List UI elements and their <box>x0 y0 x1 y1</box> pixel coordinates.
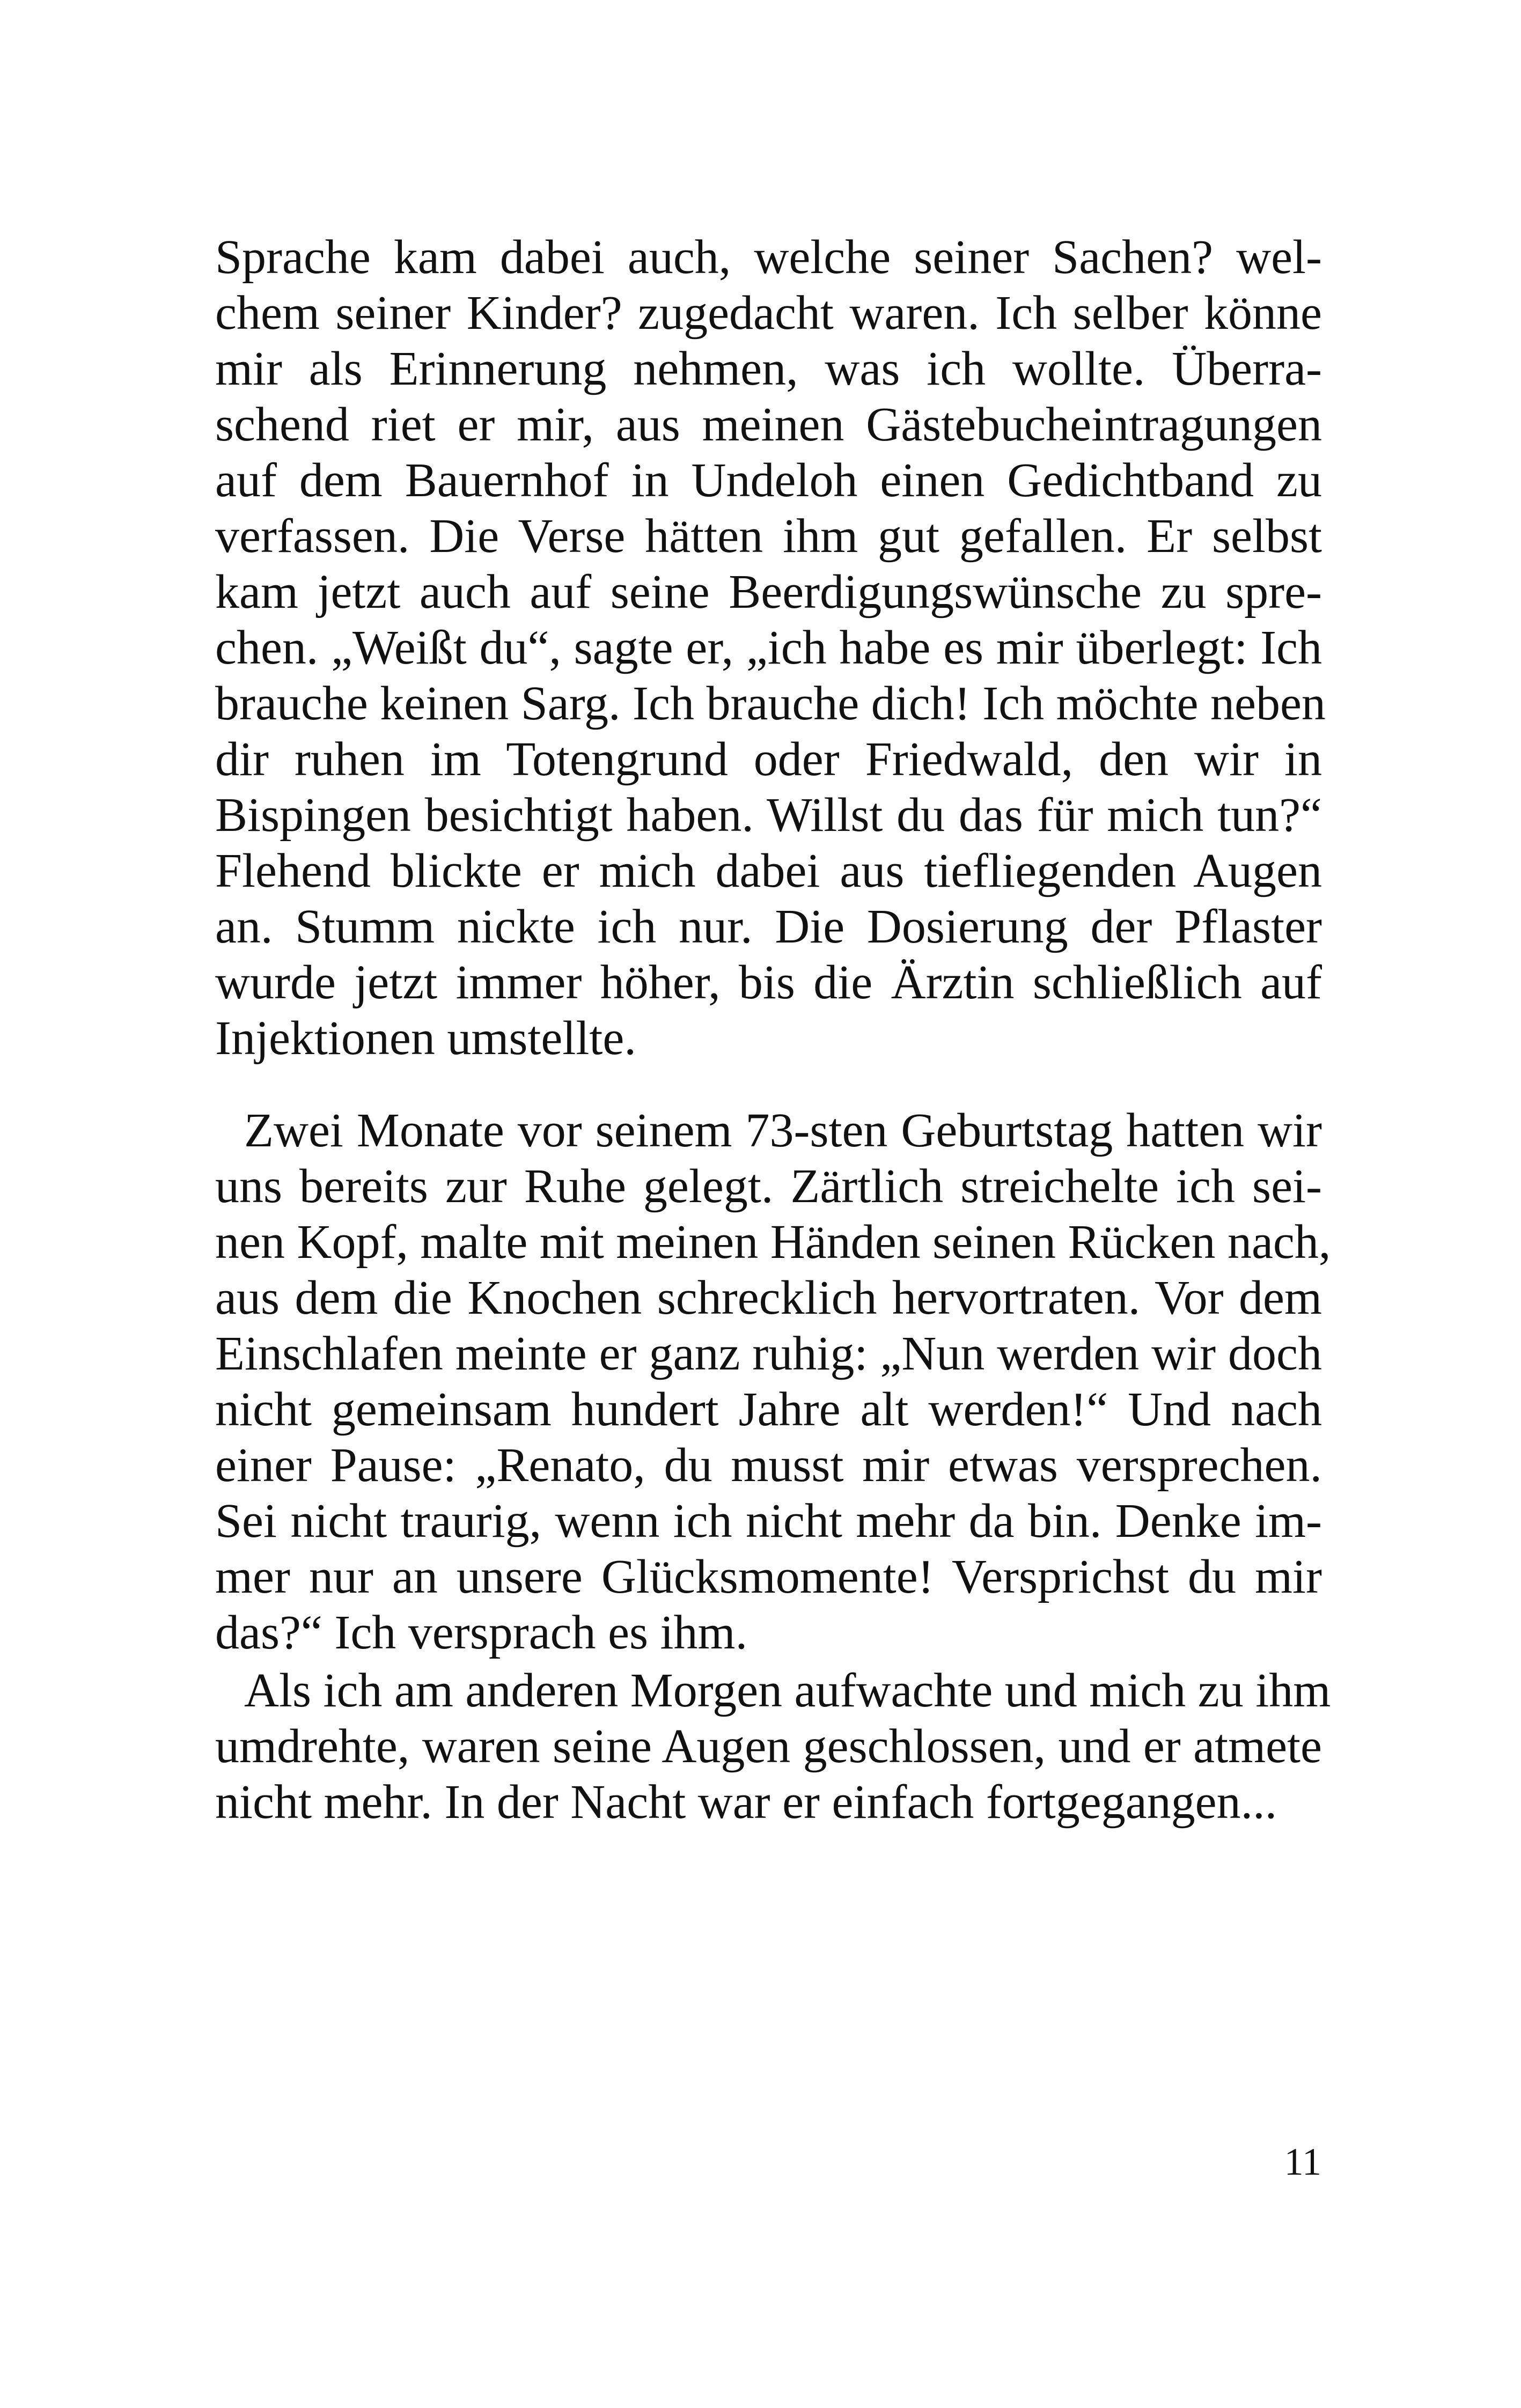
text-line: verfassen. Die Verse hätten ihm gut gefallen. Er selbst <box>215 510 1322 563</box>
paragraph-3 <box>215 1663 1331 1830</box>
text-line: chem seiner Kinder? zugedacht waren. Ich selber könne <box>215 286 1322 340</box>
text-line: chen. „Weißt du“, sagte er, „ich habe es mir überlegt: Ich <box>215 621 1322 674</box>
text-line: Zwei Monate vor seinem 73-sten Geburtstag hatten wir <box>244 1104 1322 1157</box>
text-line: auf dem Bauernhof in Undeloh einen Gedichtband zu <box>215 454 1322 507</box>
text-line: Sprache kam dabei auch, welche seiner Sachen? wel- <box>215 231 1322 284</box>
text-line: mer nur an unsere Glücksmomente! Versprichst du mir <box>215 1550 1322 1603</box>
page-number: 11 <box>1284 2140 1321 2183</box>
text-line: schend riet er mir, aus meinen Gästebucheintragungen <box>215 398 1322 451</box>
text-line: wurde jetzt immer höher, bis die Ärztin schließlich auf <box>215 956 1322 1009</box>
text-line: das?“ Ich versprach es ihm. <box>215 1606 748 1659</box>
paragraph-2 <box>215 1103 1331 1661</box>
text-line: Als ich am anderen Morgen aufwachte und mich zu ihm <box>244 1664 1331 1717</box>
text-line: umdrehte, waren seine Augen geschlossen, und er atmete <box>215 1720 1322 1773</box>
text-line: aus dem die Knochen schrecklich hervortraten. Vor dem <box>215 1271 1322 1324</box>
text-line: uns bereits zur Ruhe gelegt. Zärtlich streichelte ich sei- <box>215 1160 1322 1213</box>
text-line: Bispingen besichtigt haben. Willst du das für mich tun?“ <box>215 789 1322 842</box>
text-line: Flehend blickte er mich dabei aus tiefliegenden Augen <box>215 844 1322 897</box>
text-line: nen Kopf, malte mit meinen Händen seinen Rücken nach, <box>215 1216 1331 1269</box>
text-line: an. Stumm nickte ich nur. Die Dosierung der Pflaster <box>215 900 1322 953</box>
text-line: einer Pause: „Renato, du musst mir etwas versprechen. <box>215 1439 1322 1492</box>
text-line: mir als Erinnerung nehmen, was ich wollte. Überra- <box>215 342 1322 395</box>
text-line: nicht gemeinsam hundert Jahre alt werden!“ Und nach <box>215 1383 1322 1436</box>
text-line: nicht mehr. In der Nacht war er einfach fortgegangen... <box>215 1776 1277 1829</box>
text-line: Sei nicht traurig, wenn ich nicht mehr da bin. Denke im- <box>215 1494 1322 1548</box>
text-line: brauche keinen Sarg. Ich brauche dich! Ich möchte neben <box>215 677 1326 730</box>
text-line: kam jetzt auch auf seine Beerdigungswünsche zu spre- <box>215 565 1322 618</box>
paragraph-1 <box>215 230 1326 1066</box>
text-line: Einschlafen meinte er ganz ruhig: „Nun werden wir doch <box>215 1327 1322 1380</box>
text-line: dir ruhen im Totengrund oder Friedwald, den wir in <box>215 733 1322 786</box>
text-line: Injektionen umstellte. <box>215 1012 636 1065</box>
